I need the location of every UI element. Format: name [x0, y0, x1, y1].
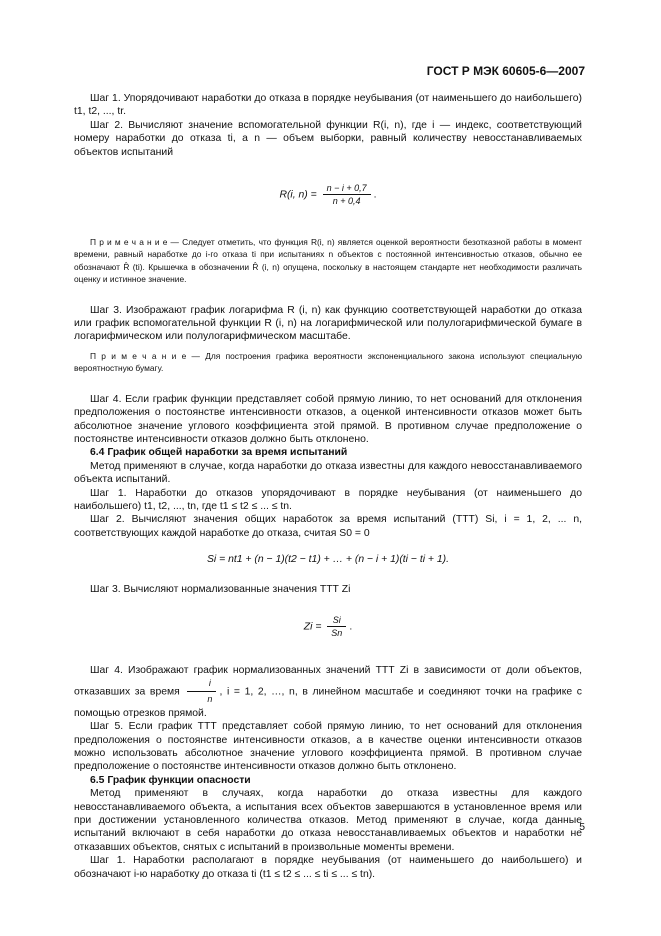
section-6-4-step-3: Шаг 3. Вычисляют нормализованные значения ТТТ Zi [90, 584, 351, 596]
step-4-paragraph: Шаг 4. Если график функции представляет собой прямую линию, то нет оснований для отклонения предположения о постоянстве интенсивности отказов, а оценкой интенсивности отказов может быть абсолютное значение углового коэффициента этой прямой. В противном случае предположение о постоянстве интенсивности отказов должно быть отклонено. [74, 393, 582, 445]
formula-r [74, 183, 582, 206]
note-1: П р и м е ч а н и е — Следует отметить, что функция R(i, n) является оценкой вероятности безотказной работы в момент времени, равный наработке до i-го отказа ti при испытаниях n объектов с постоянной интенсивностью отказов, обычно ее обозначают R̂ (ti). Крышечка в обозначении R̂ (i, n) опущена, поскольку в настоящем стандарте нет необходимости различать оценку и истинное значение. [74, 237, 582, 285]
formula-z-denominator: Sn [331, 627, 343, 638]
formula-r-lhs: R(i, n) = [279, 189, 317, 201]
formula-r-denominator: n + 0,4 [332, 196, 361, 207]
formula-ttt [74, 554, 582, 565]
section-6-4-step-1: Шаг 1. Наработки до отказов упорядочивают в порядке неубывания (от наименьшего до наибольшего) t1, t2, ..., tn, где t1 ≤ t2 ≤ ... ≤ tn. [74, 487, 582, 512]
formula-z-fraction [327, 615, 346, 638]
note-2: П р и м е ч а н и е — Для построения графика вероятности экспоненциального закона используют специальную вероятностную бумагу. [74, 350, 582, 374]
step-3-paragraph: Шаг 3. Изображают график логарифма R (i, n) как функцию соответствующей наработки до отказа или график вспомогательной функции R (i, n) на логарифмической или полулогарифмической бумаге в логарифмическом или полулогарифмическом масштабе. [74, 304, 582, 343]
section-6-4-step-5: Шаг 5. Если график ТТТ представляет собой прямую линию, то нет оснований для отклонения предположения о постоянстве интенсивности отказов, а в качестве оценки интенсивности отказов можно использовать абсолютное значение углового коэффициента прямой. В противном случае предположение о постоянстве интенсивности отказов должно быть отклонено. [74, 721, 582, 773]
formula-r-tail: . [373, 189, 377, 201]
section-6-4-step-4 [74, 664, 582, 721]
page-body [74, 92, 582, 881]
formula-z [74, 615, 582, 638]
step-4-fraction [187, 677, 216, 707]
step-2-paragraph: Шаг 2. Вычисляют значение вспомогательной функции R(i, n), где i — индекс, соответствующий номеру наработки до отказа ti, а n — объем выборки, равный количеству невосстанавливаемых объектов испытаний [74, 119, 582, 158]
section-6-4-heading: 6.4 График общей наработки за время испытаний [90, 447, 348, 459]
step-4-fraction-den: n [207, 694, 213, 705]
formula-z-tail: . [349, 620, 353, 632]
formula-z-numerator: Si [327, 615, 346, 627]
section-6-4-step-4-start: Шаг 4. Изображают график нормализованных значений ТТТ Zi в зависимости от доли объектов, отказавших за время [74, 664, 582, 698]
formula-z-lhs: Zi = [303, 620, 322, 632]
formula-ttt-text: Si = nt1 + (n − 1)(t2 − t1) + … + (n − i + 1)(ti − ti + 1). [207, 554, 449, 566]
section-6-4-step-2: Шаг 2. Вычисляют значения общих наработок за время испытаний (ТТТ) Si, i = 1, 2, ... n, соответствующих каждой наработке до отказа, считая S0 = 0 [74, 514, 582, 539]
step-1-paragraph: Шаг 1. Упорядочивают наработки до отказа в порядке неубывания (от наименьшего до наибольшего) t1, t2, ..., tr. [74, 93, 582, 118]
step-4-fraction-num: i [187, 677, 216, 692]
section-6-5-intro: Метод применяют в случаях, когда наработки до отказа известны для каждого невосстанавливаемого объекта, а испытания всех объектов завершаются в установленное время или при достижении установленного количества отказов. Метод применяют в случае, когда данные испытаний включают в себя наработки до отказа невосстанавливаемых объектов и наработки не отказавших объектов, снятых с испытаний в произвольные моменты времени. [74, 788, 582, 853]
section-6-4-intro: Метод применяют в случае, когда наработки до отказа известны для каждого невосстанавливаемого объекта испытаний. [74, 460, 582, 486]
formula-r-numerator: n − i + 0,7 [323, 183, 371, 195]
page-number: 5 [579, 822, 585, 833]
section-6-5-step-1: Шаг 1. Наработки располагают в порядке неубывания (от наименьшего до наибольшего) и обозначают i-ю наработку до отказа ti (t1 ≤ t2 ≤ ... ≤ ti ≤ ... ≤ tn). [74, 855, 582, 880]
standard-header: ГОСТ Р МЭК 60605-6—2007 [426, 64, 585, 78]
section-6-5-heading: 6.5 График функции опасности [90, 774, 251, 786]
formula-r-fraction [323, 183, 371, 206]
section-6-4-step-4-end: , i = 1, 2, …, n, в линейном масштабе и соединяют точки на графике с помощью отрезков прямой. [74, 686, 582, 719]
